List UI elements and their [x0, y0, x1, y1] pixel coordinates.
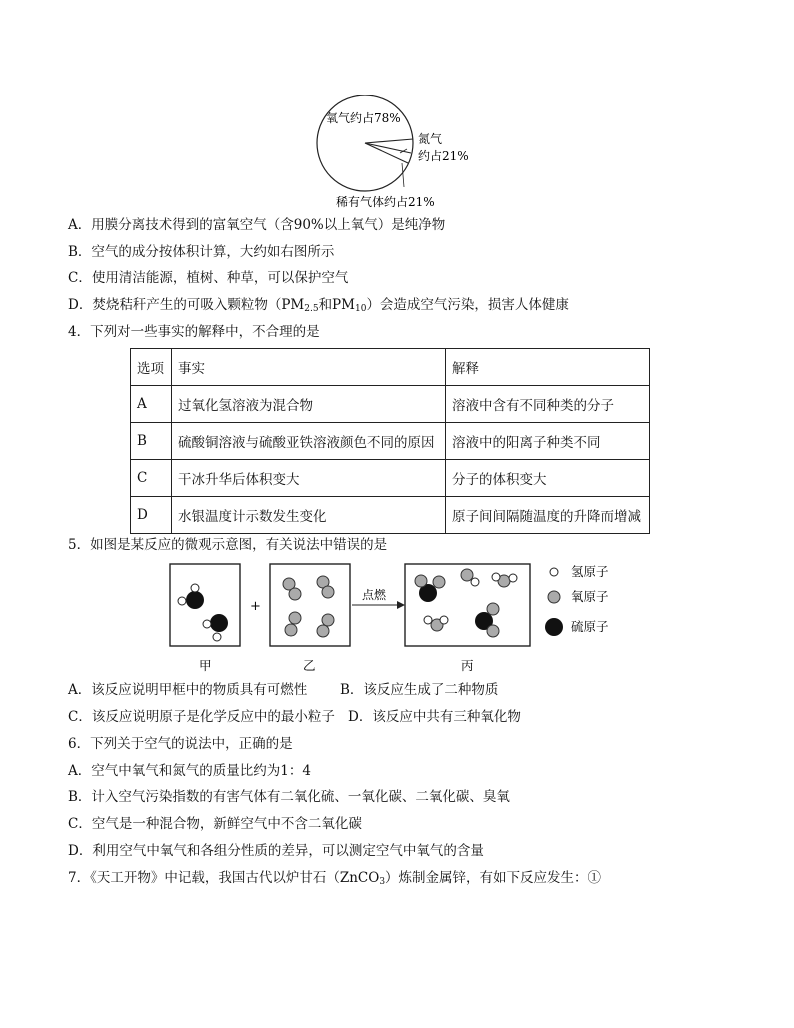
box-yi: [270, 564, 350, 646]
legend-hydrogen-label: 氢原子: [571, 564, 609, 579]
q5-stem: 5．如图是某反应的微观示意图，有关说法中错误的是: [68, 537, 388, 553]
q7-stem-prefix: 7．《天工开物》中记载，我国古代以炉甘石（ZnCO: [68, 870, 380, 886]
table-row: [131, 460, 650, 497]
q5-option-a: A．该反应说明甲框中的物质具有可燃性: [68, 682, 308, 698]
table-row: [131, 423, 650, 460]
q7-stem-sub: 3: [379, 877, 386, 887]
plus-sign: +: [250, 599, 261, 614]
table-cell: 分子的体积变大: [446, 460, 650, 497]
table-header-cell: 选项: [131, 349, 172, 386]
table-cell: 溶液中含有不同种类的分子: [446, 386, 650, 423]
arrow-label: 点燃: [362, 588, 387, 602]
table-cell: A: [131, 386, 172, 423]
legend-oxygen-label: 氧原子: [571, 589, 609, 604]
q5-option-d: D．该反应中共有三种氧化物: [348, 709, 521, 725]
legend-hydrogen-icon: [550, 568, 558, 576]
q4-table: [130, 348, 650, 534]
q3-option-d-prefix: D．焚烧秸秆产生的可吸入颗粒物（PM: [68, 297, 305, 313]
pie-label-nitrogen-1: 氮气: [418, 132, 443, 146]
q4-stem: 4．下列对一些事实的解释中，不合理的是: [68, 324, 320, 340]
air-composition-pie: [300, 95, 500, 215]
table-header-row: [131, 349, 650, 386]
box-label-yi: 乙: [303, 658, 316, 673]
arrow-head: [397, 601, 405, 609]
table-cell: C: [131, 460, 172, 497]
q5-option-c: C．该反应说明原子是化学反应中的最小粒子: [68, 709, 335, 725]
box-label-jia: 甲: [199, 658, 212, 673]
q3-option-d-mid: 和PM: [318, 297, 355, 313]
table-cell: 溶液中的阳离子种类不同: [446, 423, 650, 460]
q6-stem: 6．下列关于空气的说法中，正确的是: [68, 736, 293, 752]
table-cell: 原子间间隔随温度的升降而增减: [446, 497, 650, 534]
table-row: [131, 386, 650, 423]
q7-stem-suffix: ）炼制金属锌，有如下反应发生：①: [385, 870, 602, 886]
q6-option-c: C．空气是一种混合物，新鲜空气中不含二氧化碳: [68, 816, 362, 832]
table-header-cell: 解释: [446, 349, 650, 386]
q6-option-a: A．空气中氧气和氮气的质量比约为1：4: [68, 763, 311, 779]
q3-option-c: C．使用清洁能源，植树、种草，可以保护空气: [68, 270, 349, 286]
table-cell: 干冰升华后体积变大: [172, 460, 446, 497]
legend-sulfur-label: 硫原子: [571, 619, 609, 634]
table-cell: D: [131, 497, 172, 534]
box-label-bing: 丙: [461, 658, 474, 673]
q3-option-d: [68, 296, 569, 318]
pie-label-oxygen: 氧气约占78%: [326, 111, 401, 125]
q5-option-b: B．该反应生成了二种物质: [340, 682, 499, 698]
q3-option-b: B．空气的成分按体积计算，大约如右图所示: [68, 244, 335, 260]
pie-label-nitrogen-2: 约占21%: [418, 149, 469, 163]
q3-option-d-suffix: ）会造成空气污染，损害人体健康: [366, 297, 569, 313]
q6-option-d: D．利用空气中氧气和各组分性质的差异，可以测定空气中氧气的含量: [68, 843, 484, 859]
q3-option-d-sub2: 10: [354, 304, 367, 314]
table-header-cell: 事实: [172, 349, 446, 386]
table-cell: 硫酸铜溶液与硫酸亚铁溶液颜色不同的原因: [172, 423, 446, 460]
table-cell: B: [131, 423, 172, 460]
table-cell: 水银温度计示数发生变化: [172, 497, 446, 534]
q3-option-d-sub1: 2.5: [304, 304, 319, 314]
reaction-diagram: [165, 560, 635, 680]
legend-oxygen-icon: [548, 591, 560, 603]
q7-stem: [68, 869, 601, 891]
q6-option-b: B．计入空气污染指数的有害气体有二氧化硫、一氧化碳、二氧化碳、臭氧: [68, 789, 510, 805]
q3-option-a: A．用膜分离技术得到的富氧空气（含90%以上氧气）是纯净物: [68, 217, 446, 233]
table-row: [131, 497, 650, 534]
table-cell: 过氧化氢溶液为混合物: [172, 386, 446, 423]
pie-label-rare: 稀有气体约占21%: [336, 195, 435, 209]
legend-sulfur-icon: [545, 618, 563, 636]
